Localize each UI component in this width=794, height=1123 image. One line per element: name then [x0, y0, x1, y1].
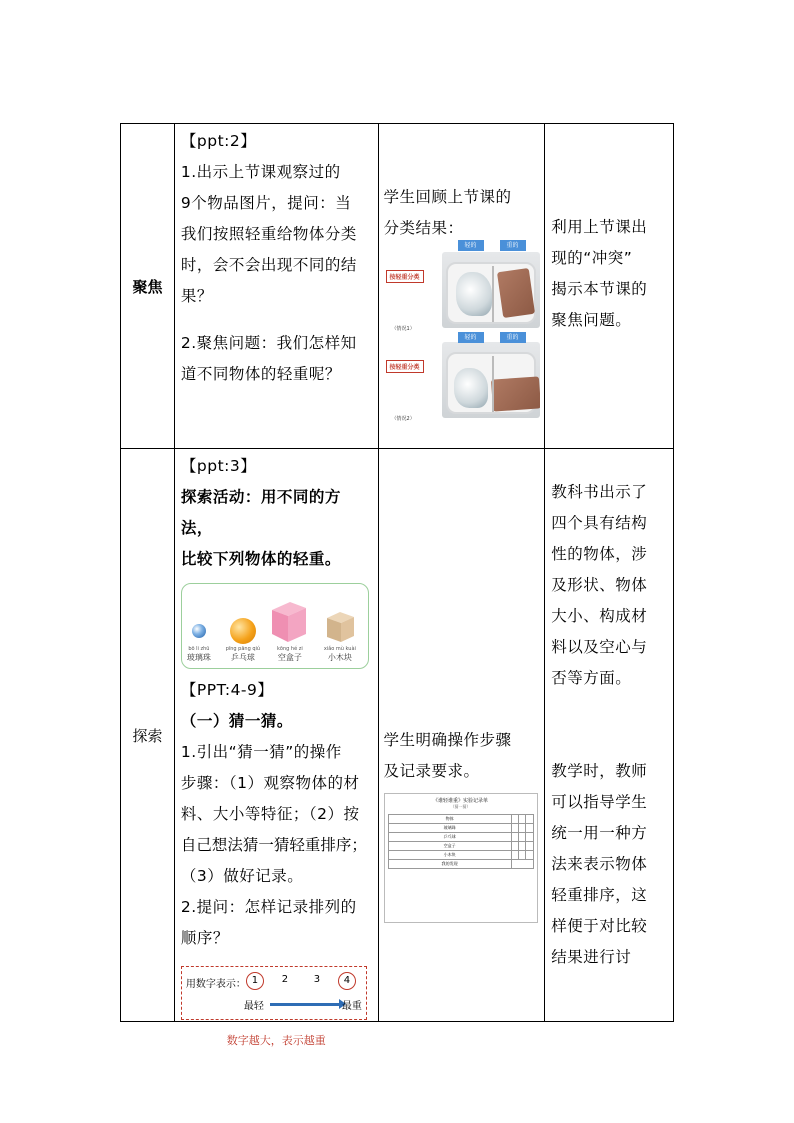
stage-label: 聚焦 [132, 277, 163, 296]
text-line: 道不同物体的轻重呢？ [180, 365, 341, 383]
teacher-activity-cell [175, 124, 379, 448]
marble-icon [192, 624, 206, 638]
object-caption: kōng hé zi 空盒子 [277, 646, 303, 662]
section-title: （一）猜一猜。 [180, 712, 293, 730]
text-line: 利用上节课出 [551, 218, 648, 236]
object-caption: bō li zhū 玻璃珠 [186, 646, 211, 662]
text-line: 2.聚焦问题：我们怎样知 [180, 334, 357, 352]
text-line: 1.引出“猜一猜”的操作 [180, 743, 342, 761]
activity-title: 探索活动：用不同的方法， [180, 488, 341, 537]
text-line: 1.出示上节课观察过的 [180, 163, 341, 181]
case-caption: （情况2） [391, 416, 415, 422]
text-line: 我们按照轻重给物体分类 [180, 225, 357, 243]
object-caption: pīng pāng qiú 乒乓球 [225, 646, 261, 662]
text-line: 学生明确操作步骤 [383, 731, 512, 749]
text-line: 自己想法猜一猜轻重排序； [180, 836, 367, 854]
text-line: 聚焦问题。 [551, 311, 632, 329]
text-line: 大小、构成材 [551, 607, 648, 625]
text-line: 分类结果： [383, 219, 464, 237]
sheet-title: 《谁轻谁重》实验记录单 [433, 798, 489, 804]
text-line: 性的物体，涉 [551, 545, 648, 563]
objects-image [181, 583, 369, 669]
order-number: 1 [246, 972, 264, 990]
order-label: 用数字表示： [185, 979, 246, 990]
tag-heavy: 重的 [500, 240, 526, 251]
text-line: 学生回顾上节课的 [383, 188, 512, 206]
text-line: 9个物品图片，提问：当 [180, 194, 352, 212]
order-number: 2 [281, 974, 289, 985]
tag-heavy: 重的 [500, 332, 526, 343]
case-caption: （情况1） [391, 326, 415, 332]
text-line: 2.提问：怎样记录排列的 [180, 898, 357, 916]
text-line: 揭示本节课的 [551, 280, 648, 298]
text-line: 料以及空心与 [551, 638, 648, 656]
basket-photo [442, 342, 540, 418]
order-note: 数字越大，表示越重 [226, 1034, 326, 1047]
lightest-label: 最轻 [243, 1001, 264, 1012]
text-line: （3）做好记录。 [180, 867, 304, 885]
stage-label: 探索 [132, 726, 163, 745]
sort-label: 按轻重分类 [386, 360, 424, 373]
tag-light: 轻的 [458, 332, 484, 343]
stage-cell [121, 449, 175, 1021]
activity-title: 比较下列物体的轻重。 [180, 550, 341, 568]
basket-photo [442, 252, 540, 328]
text-line: 结果进行讨 [551, 948, 632, 966]
text-line: 果？ [180, 287, 213, 305]
text-line: 教学时，教师 [551, 762, 648, 780]
wood-block-icon [324, 610, 356, 644]
text-line: 现的“冲突” [551, 249, 633, 267]
text-line: 统一用一种方 [551, 824, 648, 842]
ppt-label: 【ppt:3】 [180, 457, 257, 475]
table-row-explore [121, 449, 674, 1047]
ppt-label: 【ppt:2】 [180, 132, 257, 150]
pingpong-ball-icon [230, 618, 256, 644]
teacher-activity-cell [175, 449, 379, 1047]
text-line: 四个具有结构 [551, 514, 648, 532]
student-activity-cell [379, 449, 546, 1021]
number-order-box [181, 966, 367, 1020]
tag-light: 轻的 [458, 240, 484, 251]
lesson-table [120, 123, 674, 1047]
ppt-label: 【PPT:4-9】 [180, 681, 274, 699]
design-intent-cell [545, 449, 674, 1021]
text-line: 否等方面。 [551, 669, 632, 687]
text-line: 教科书出示了 [551, 483, 648, 501]
design-intent-cell [545, 124, 674, 448]
sort-photo-2 [384, 336, 540, 422]
empty-box-icon [268, 600, 308, 644]
text-line: 料、大小等特征；（2）按 [180, 805, 360, 823]
text-line: 及形状、物体 [551, 576, 648, 594]
student-activity-cell [379, 124, 546, 448]
text-line: 时，会不会出现不同的结 [180, 256, 357, 274]
sheet-table: 物体 玻璃珠 乒乓球 空盒子 小木块 我的发现 [388, 814, 534, 869]
object-caption: xiǎo mù kuài 小木块 [323, 646, 356, 662]
text-line: 可以指导学生 [551, 793, 648, 811]
text-line: 及记录要求。 [383, 762, 480, 780]
order-number: 4 [338, 972, 356, 990]
sheet-subtitle: （猜一猜） [450, 804, 471, 809]
record-sheet [384, 793, 538, 923]
arrow-right-icon [270, 1003, 340, 1006]
order-number: 3 [313, 974, 321, 985]
heaviest-label: 最重 [341, 1001, 362, 1012]
sort-label: 按轻重分类 [386, 270, 424, 283]
sort-photo-1 [384, 242, 540, 332]
text-line: 法来表示物体 [551, 855, 648, 873]
text-line: 样便于对比较 [551, 917, 648, 935]
text-line: 步骤：（1）观察物体的材 [180, 774, 360, 792]
stage-cell [121, 124, 175, 448]
text-line: 轻重排序，这 [551, 886, 648, 904]
text-line: 顺序？ [180, 929, 229, 947]
table-row-focus [121, 124, 674, 449]
